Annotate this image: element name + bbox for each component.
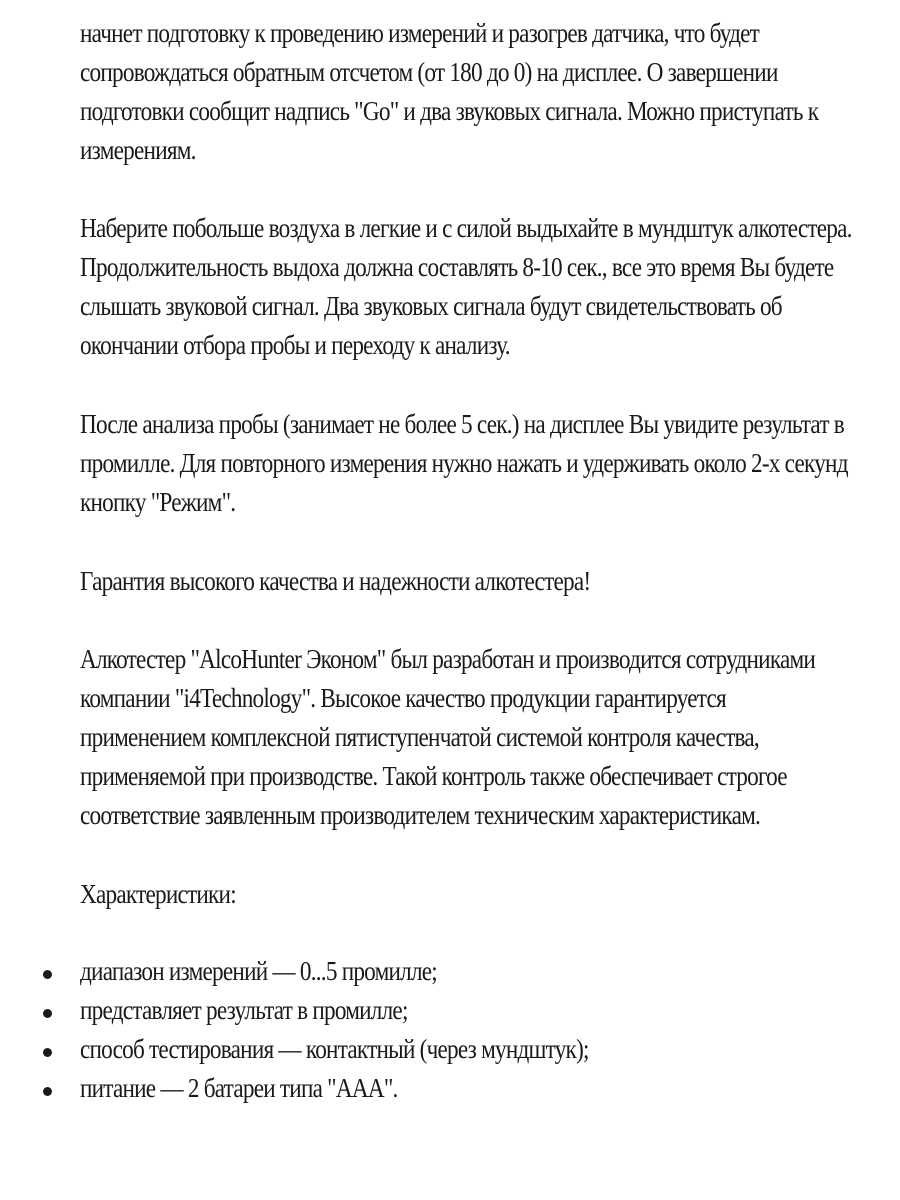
text-line: Продолжительность выдоха должна составлять 8-10 сек., все это время Вы будете bbox=[80, 252, 834, 282]
text-line: соответствие заявленным производителем техническим характеристикам. bbox=[80, 800, 761, 830]
specs-list bbox=[0, 952, 900, 1108]
list-item-text: представляет результат в промилле; bbox=[80, 995, 408, 1025]
text-line: компании "i4Technology". Высокое качество продукции гарантируется bbox=[80, 683, 726, 713]
text-line: применением комплексной пятиступенчатой системой контроля качества, bbox=[80, 722, 759, 752]
specs-heading bbox=[80, 875, 871, 914]
text-line: подготовки сообщит надпись "Go" и два звуковых сигнала. Можно приступать к bbox=[80, 96, 819, 126]
text-line: измерениям. bbox=[80, 135, 196, 165]
paragraph-exhale-instructions bbox=[80, 209, 871, 365]
text-line: Характеристики: bbox=[80, 879, 236, 909]
text-line: Гарантия высокого качества и надежности алкотестера! bbox=[80, 566, 591, 596]
text-line: промилле. Для повторного измерения нужно нажать и удерживать около 2-х секунд bbox=[80, 448, 848, 478]
bullet-icon bbox=[43, 970, 52, 979]
bullet-icon bbox=[43, 1087, 52, 1096]
list-item bbox=[0, 952, 900, 991]
list-item-text: питание — 2 батареи типа "AAA". bbox=[80, 1073, 398, 1103]
list-item-text: диапазон измерений — 0...5 промилле; bbox=[80, 956, 437, 986]
list-item bbox=[0, 1030, 900, 1069]
text-line: Наберите побольше воздуха в легкие и с силой выдыхайте в мундштук алкотестера. bbox=[80, 213, 852, 243]
text-line: кнопку "Режим". bbox=[80, 487, 236, 517]
text-line: Алкотестер "AlcoHunter Эконом" был разработан и производится сотрудниками bbox=[80, 644, 816, 674]
paragraph-result-analysis bbox=[80, 405, 871, 522]
bullet-icon bbox=[43, 1048, 52, 1057]
text-line: применяемой при производстве. Такой контроль также обеспечивает строгое bbox=[80, 761, 787, 791]
paragraph-quality-heading bbox=[80, 562, 871, 601]
list-item bbox=[0, 1069, 900, 1108]
list-item-text: способ тестирования — контактный (через мундштук); bbox=[80, 1034, 589, 1064]
bullet-icon bbox=[43, 1009, 52, 1018]
paragraph-measurement-preparation bbox=[80, 14, 871, 170]
list-item bbox=[0, 991, 900, 1030]
text-line: слышать звуковой сигнал. Два звуковых сигнала будут свидетельствовать об bbox=[80, 291, 782, 321]
text-line: окончании отбора пробы и переходу к анализу. bbox=[80, 330, 510, 360]
text-line: начнет подготовку к проведению измерений и разогрев датчика, что будет bbox=[80, 18, 760, 48]
text-line: сопровождаться обратным отсчетом (от 180 до 0) на дисплее. О завершении bbox=[80, 57, 778, 87]
text-line: После анализа пробы (занимает не более 5 сек.) на дисплее Вы увидите результат в bbox=[80, 409, 844, 439]
paragraph-manufacturer-quality bbox=[80, 640, 871, 835]
